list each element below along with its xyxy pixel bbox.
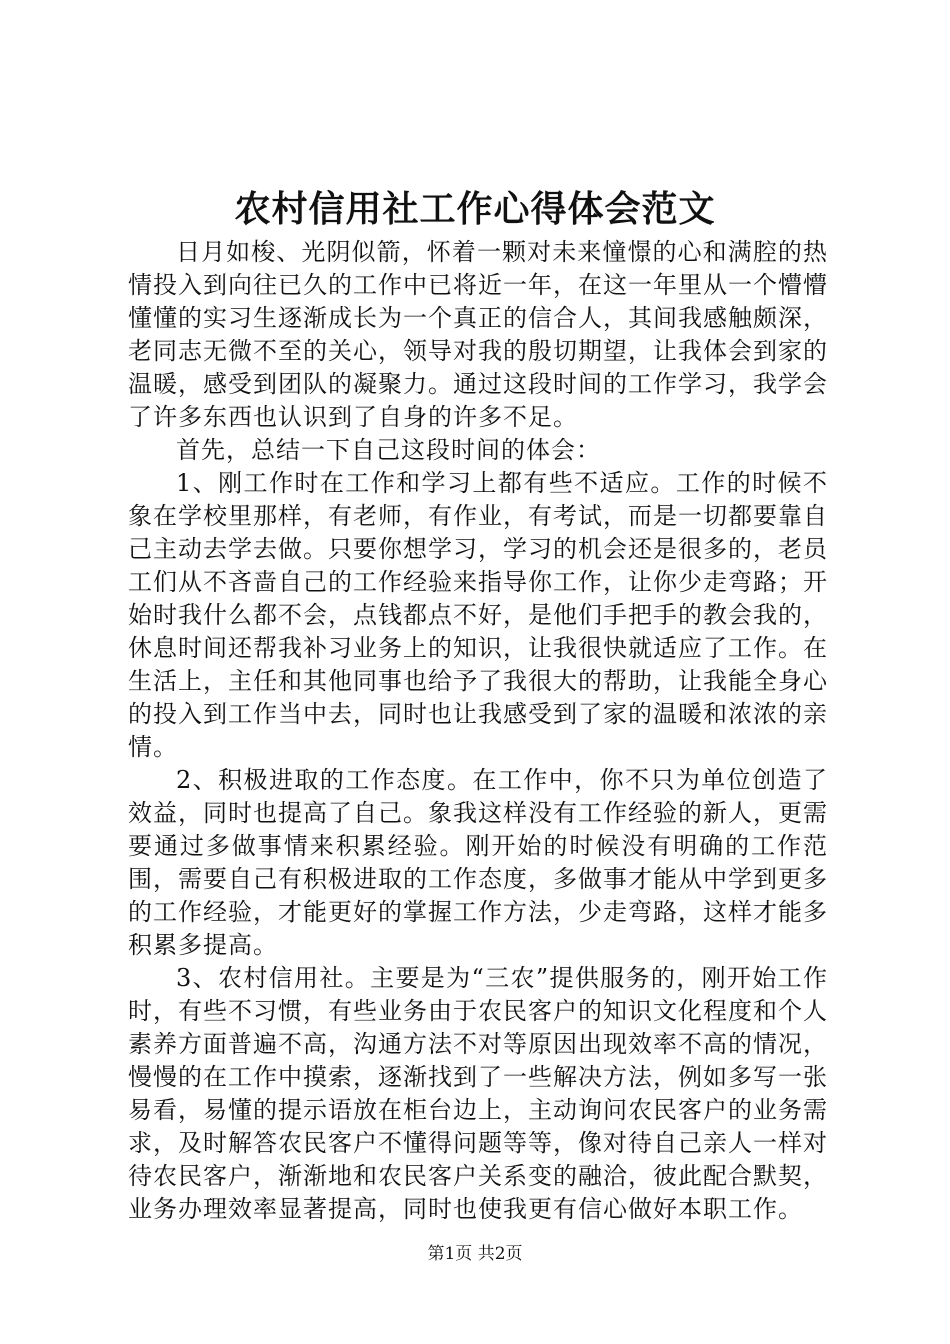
paragraph-point-2: 2、积极进取的工作态度。在工作中，你不只为单位创造了效益，同时也提高了自己。象我这样没有工作经验的新人，更需要通过多做事情来积累经验。刚开始的时候没有明确的工作范围，需要自己有积极进取的工作态度，多做事才能从中学到更多的工作经验，才能更好的掌握工作方法，少走弯路，这样才能多积累多提高。 xyxy=(128,766,828,959)
page-number-footer: 第1页 共2页 xyxy=(427,1244,523,1264)
paragraph-intro: 日月如梭、光阴似箭，怀着一颗对未来憧憬的心和满腔的热情投入到向往已久的工作中已将近一年，在这一年里从一个懵懵懂懂的实习生逐渐成长为一个真正的信合人，其间我感触颇深，老同志无微不至的关心，领导对我的殷切期望，让我体会到家的温暖，感受到团队的凝聚力。通过这段时间的工作学习，我学会了许多东西也认识到了自身的许多不足。 xyxy=(128,238,828,431)
paragraph-point-3: 3、农村信用社。主要是为“三农”提供服务的，刚开始工作时，有些不习惯，有些业务由于农民客户的知识文化程度和个人素养方面普遍不高，沟通方法不对等原因出现效率不高的情况，慢慢的在工作中摸索，逐渐找到了一些解决方法，例如多写一张易看，易懂的提示语放在柜台边上，主动询问农民客户的业务需求，及时解答农民客户不懂得问题等等，像对待自己亲人一样对待农民客户，渐渐地和农民客户关系变的融洽，彼此配合默契，业务办理效率显著提高，同时也使我更有信心做好本职工作。 xyxy=(128,964,828,1223)
paragraph-summary-lead: 首先，总结一下自己这段时间的体会： xyxy=(176,436,601,464)
document-title: 农村信用社工作心得体会范文 xyxy=(234,188,716,230)
document-body xyxy=(128,236,828,1226)
paragraph-point-1: 1、刚工作时在工作和学习上都有些不适应。工作的时候不象在学校里那样，有老师，有作业，有考试，而是一切都要靠自己主动去学去做。只要你想学习，学习的机会还是很多的，老员工们从不吝啬自己的工作经验来指导你工作，让你少走弯路；开始时我什么都不会，点钱都点不好，是他们手把手的教会我的，休息时间还帮我补习业务上的知识，让我很快就适应了工作。在生活上，主任和其他同事也给予了我很大的帮助，让我能全身心的投入到工作当中去，同时也让我感受到了家的温暖和浓浓的亲情。 xyxy=(128,469,828,761)
